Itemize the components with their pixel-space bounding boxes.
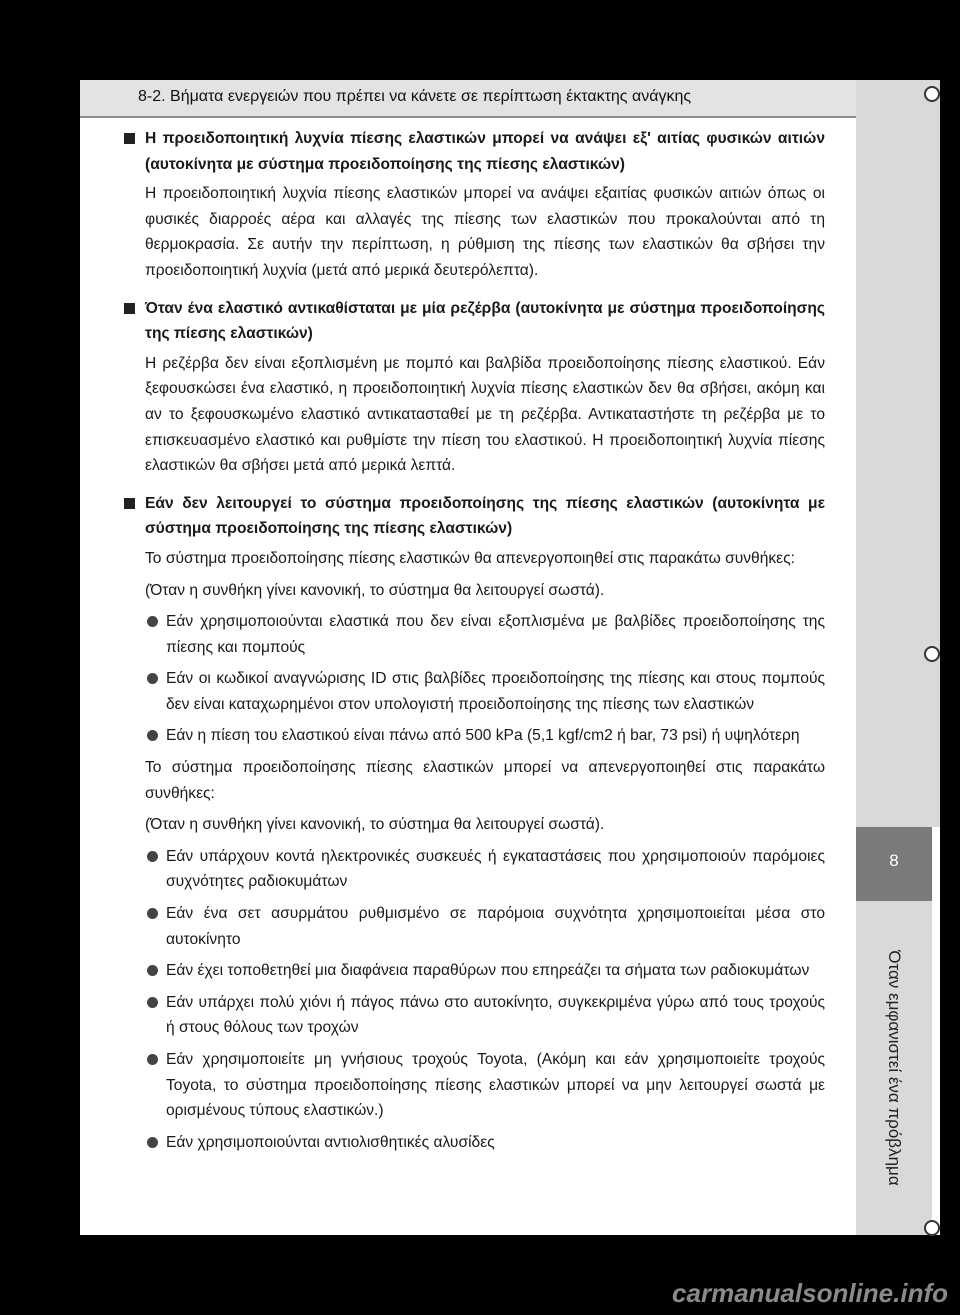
chapter-title-tab: [856, 901, 932, 1235]
chapter-number: 8: [889, 851, 899, 870]
intro-paragraph: Το σύστημα προειδοποίησης πίεσης ελαστικών θα απενεργοποιηθεί στις παρακάτω συνθήκες:: [145, 549, 795, 567]
section-natural-causes: [120, 126, 825, 284]
round-bullet-icon: [147, 1137, 158, 1148]
list-item: Εάν χρησιμοποιούνται ελαστικά που δεν είναι εξοπλισμένα με βαλβίδες προειδοποίησης της πίεσης και πομπούς: [120, 609, 825, 660]
side-tab-upper: [856, 80, 940, 827]
page-header: [80, 80, 856, 118]
round-bullet-icon: [147, 965, 158, 976]
list-item: Εάν υπάρχουν κοντά ηλεκτρονικές συσκευές ή εγκαταστάσεις που χρησιμοποιούν παρόμοιες συχνότητες ραδιοκυμάτων: [120, 844, 825, 895]
registration-mark-icon: [924, 86, 940, 102]
round-bullet-icon: [147, 908, 158, 919]
list-item: Εάν υπάρχει πολύ χιόνι ή πάγος πάνω στο αυτοκίνητο, συγκεκριμένα γύρω από τους τροχούς ή στους θόλους των τροχών: [120, 990, 825, 1041]
round-bullet-icon: [147, 997, 158, 1008]
section-heading: Η προειδοποιητική λυχνία πίεσης ελαστικών μπορεί να ανάψει εξ' αιτίας φυσικών αιτιών (αυτοκίνητα με σύστημα προειδοποίησης της πίεσης ελαστικών): [120, 126, 825, 177]
list-item: Εάν οι κωδικοί αναγνώρισης ID στις βαλβίδες προειδοποίησης της πίεσης και στους πομπούς δεν είναι καταχωρημένοι στον υπολογιστή προειδοποίησης της πίεσης των ελαστικών: [120, 666, 825, 717]
section-heading: Εάν δεν λειτουργεί το σύστημα προειδοποίησης της πίεσης ελαστικών (αυτοκίνητα με σύστημα προειδοποίησης της πίεσης ελαστικών): [120, 491, 825, 542]
section-heading: Όταν ένα ελαστικό αντικαθίσταται με μία ρεζέρβα (αυτοκίνητα με σύστημα προειδοποίησης της πίεσης ελαστικών): [120, 296, 825, 347]
registration-mark-icon: [924, 1220, 940, 1236]
round-bullet-icon: [147, 673, 158, 684]
list-item: Εάν χρησιμοποιείτε μη γνήσιους τροχούς Toyota, (Ακόμη και εάν χρησιμοποιείτε τροχούς Toyota, το σύστημα προειδοποίησης πίεσης ελαστικών μπορεί να μην λειτουργεί σωστά με ορισμένους τύπους ελαστικών.): [120, 1047, 825, 1124]
section-paragraph: Η προειδοποιητική λυχνία πίεσης ελαστικών μπορεί να ανάψει εξαιτίας φυσικών αιτιών όπως οι φυσικές διαρροές αέρα και αλλαγές της πίεσης των ελαστικών που προκαλούνται από τη θερμοκρασία. Σε αυτήν την περίπτωση, η ρύθμιση της πίεσης των ελαστικών θα σβήσει την προειδοποιητική λυχνία (μετά από μερικά δευτερόλεπτα).: [145, 185, 825, 279]
intro-paragraph: Το σύστημα προειδοποίησης πίεσης ελαστικών μπορεί να απενεργοποιηθεί στις παρακάτω συνθήκες:: [145, 759, 825, 802]
list-item: Εάν έχει τοποθετηθεί μια διαφάνεια παραθύρων που επηρεάζει τα σήματα των ραδιοκυμάτων: [120, 958, 825, 984]
round-bullet-icon: [147, 616, 158, 627]
list-item: Εάν ένα σετ ασυρμάτου ρυθμισμένο σε παρόμοια συχνότητα χρησιμοποιείται μέσα στο αυτοκίνητο: [120, 901, 825, 952]
header-title: 8-2. Βήματα ενεργειών που πρέπει να κάνετε σε περίπτωση έκτακτης ανάγκης: [138, 88, 692, 105]
section-system-not-working: [120, 491, 825, 1156]
round-bullet-icon: [147, 851, 158, 862]
page-content: [120, 126, 825, 1167]
section-spare-tire: [120, 296, 825, 479]
note-paragraph: (Όταν η συνθήκη γίνει κανονική, το σύστημα θα λειτουργεί σωστά).: [145, 816, 605, 834]
chapter-title: Όταν εμφανιστεί ένα πρόβλημα: [885, 950, 904, 1186]
list-item: Εάν η πίεση του ελαστικού είναι πάνω από 500 kPa (5,1 kgf/cm2 ή bar, 73 psi) ή υψηλότερη: [120, 723, 825, 749]
section-paragraph: Η ρεζέρβα δεν είναι εξοπλισμένη με πομπό και βαλβίδα προειδοποίησης πίεσης ελαστικού. Εάν ξεφουσκώσει ένα ελαστικό, η προειδοποιητική λυχνία πίεσης ελαστικών δεν θα σβήσει, ακόμη και αν το ξεφουσκωμένο ελαστικό αντικατασταθεί με τη ρεζέρβα. Αντικαταστήστε τη ρεζέρβα με το επισκευασμένο ελαστικό και ρυθμίστε την πίεση του ελαστικού. Η προειδοποιητική λυχνία πίεσης ελαστικών θα σβήσει μετά από μερικά λεπτά.: [145, 354, 825, 475]
square-bullet-icon: [124, 303, 135, 314]
round-bullet-icon: [147, 730, 158, 741]
list-item: Εάν χρησιμοποιούνται αντιολισθητικές αλυσίδες: [120, 1130, 825, 1156]
manual-page: [80, 80, 940, 1235]
note-paragraph: (Όταν η συνθήκη γίνει κανονική, το σύστημα θα λειτουργεί σωστά).: [145, 581, 605, 599]
square-bullet-icon: [124, 133, 135, 144]
watermark: carmanualsonline.info: [672, 1278, 948, 1308]
registration-mark-icon: [924, 646, 940, 662]
square-bullet-icon: [124, 498, 135, 509]
chapter-tab: [856, 827, 932, 901]
round-bullet-icon: [147, 1054, 158, 1065]
